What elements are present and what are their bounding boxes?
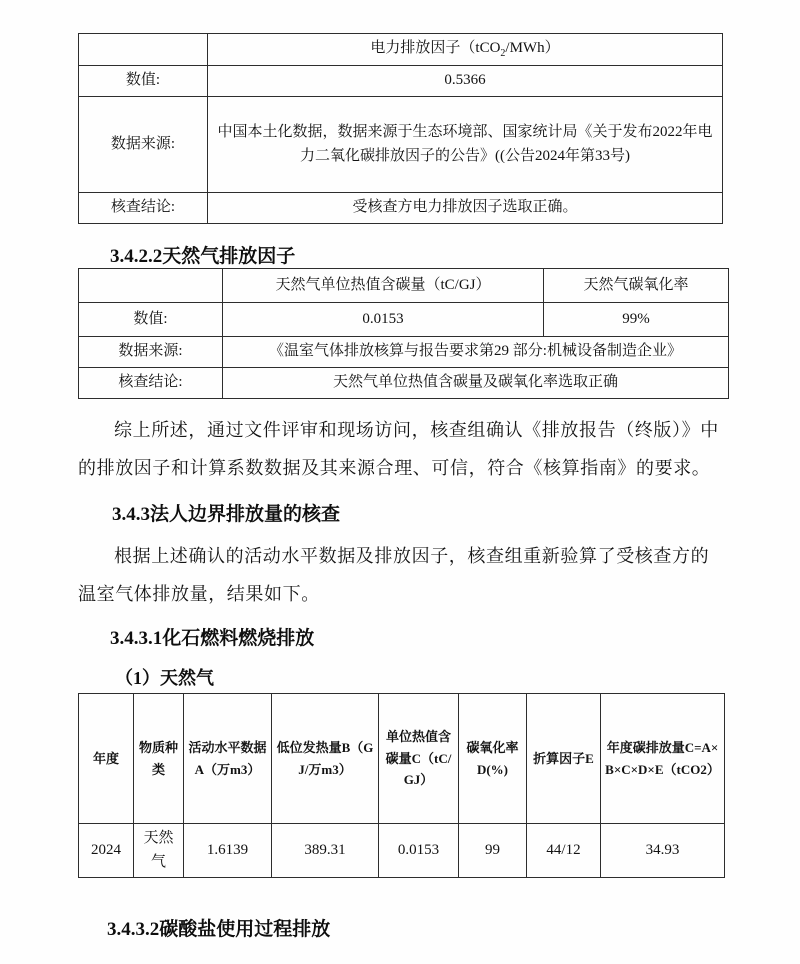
table-row (79, 337, 729, 368)
activity-data-cell: 1.6139 (184, 824, 272, 878)
oxidation-rate-value-cell: 99% (544, 303, 729, 337)
table-row (79, 269, 729, 303)
electric-factor-header-text: 电力排放因子（tCO (370, 40, 501, 57)
oxidation-rate-cell: 99 (459, 824, 527, 878)
conversion-factor-cell: 44/12 (527, 824, 601, 878)
co2-subscript: 2 (500, 48, 506, 60)
conclusion-label-cell: 核查结论: (79, 368, 223, 399)
source-label-cell: 数据来源: (79, 97, 208, 193)
corner-cell (79, 34, 208, 66)
table-data-row (79, 824, 725, 878)
summary-paragraph (78, 411, 728, 487)
table-row (79, 66, 723, 97)
section-heading-3-4-2-2: 3.4.2.2天然气排放因子 (110, 246, 296, 267)
gas-item-heading: （1）天然气 (115, 668, 214, 688)
conclusion-cell: 天然气单位热值含碳量及碳氧化率选取正确 (223, 368, 729, 399)
value-label-cell: 数值: (79, 303, 223, 337)
source-cell: 《温室气体排放核算与报告要求第29 部分:机械设备制造企业》 (223, 337, 729, 368)
carbon-content-header-cell: 单位热值含碳量C（tC/GJ） (379, 694, 459, 824)
section-heading-3-4-3: 3.4.3法人边界排放量的核查 (112, 504, 341, 525)
year-cell: 2024 (79, 824, 134, 878)
heat-value-cell: 389.31 (272, 824, 379, 878)
annual-emission-cell: 34.93 (601, 824, 725, 878)
paragraph-line: 的排放因子和计算系数数据及其来源合理、可信，符合《核算指南》的要求。 (78, 458, 711, 478)
table-header-row (79, 694, 725, 824)
oxidation-rate-header-cell: 碳氧化率D(%) (459, 694, 527, 824)
heat-value-header-cell: 低位发热量B（GJ/万m3） (272, 694, 379, 824)
table-row (79, 97, 723, 193)
paragraph-line: 温室气体排放量，结果如下。 (78, 584, 320, 604)
table-row (79, 368, 729, 399)
carbon-content-value-cell: 0.0153 (223, 303, 544, 337)
carbon-content-cell: 0.0153 (379, 824, 459, 878)
gas-emission-calc-table (78, 693, 725, 878)
section-heading-3-4-3-2: 3.4.3.2碳酸盐使用过程排放 (107, 919, 331, 940)
table-row (79, 193, 723, 224)
table-row (79, 303, 729, 337)
recalculation-paragraph (78, 537, 728, 613)
value-label-cell: 数值: (79, 66, 208, 97)
carbon-content-header-cell: 天然气单位热值含碳量（tC/GJ） (223, 269, 544, 303)
oxidation-rate-header-cell: 天然气碳氧化率 (544, 269, 729, 303)
natural-gas-factor-table (78, 268, 729, 399)
electric-emission-factor-table (78, 33, 723, 224)
conclusion-cell: 受核查方电力排放因子选取正确。 (208, 193, 723, 224)
year-header-cell: 年度 (79, 694, 134, 824)
paragraph-line: 根据上述确认的活动水平数据及排放因子，核查组重新验算了受核查方的 (114, 546, 710, 566)
table-row (79, 34, 723, 66)
material-cell: 天然气 (134, 824, 184, 878)
corner-cell (79, 269, 223, 303)
annual-emission-header-cell: 年度碳排放量C=A×B×C×D×E（tCO2） (601, 694, 725, 824)
conversion-factor-header-cell: 折算因子E (527, 694, 601, 824)
conclusion-label-cell: 核查结论: (79, 193, 208, 224)
electric-factor-header-unit: /MWh） (505, 40, 560, 57)
source-label-cell: 数据来源: (79, 337, 223, 368)
source-cell: 中国本土化数据，数据来源于生态环境部、国家统计局《关于发布2022年电力二氧化碳排放因子的公告》((公告2024年第33号) (208, 97, 723, 193)
value-cell: 0.5366 (208, 66, 723, 97)
paragraph-line: 综上所述，通过文件评审和现场访问，核查组确认《排放报告（终版）》中 (114, 420, 719, 440)
electric-factor-header-cell (208, 34, 723, 66)
material-header-cell: 物质种类 (134, 694, 184, 824)
section-heading-3-4-3-1: 3.4.3.1化石燃料燃烧排放 (110, 628, 315, 649)
activity-data-header-cell: 活动水平数据A（万m3） (184, 694, 272, 824)
